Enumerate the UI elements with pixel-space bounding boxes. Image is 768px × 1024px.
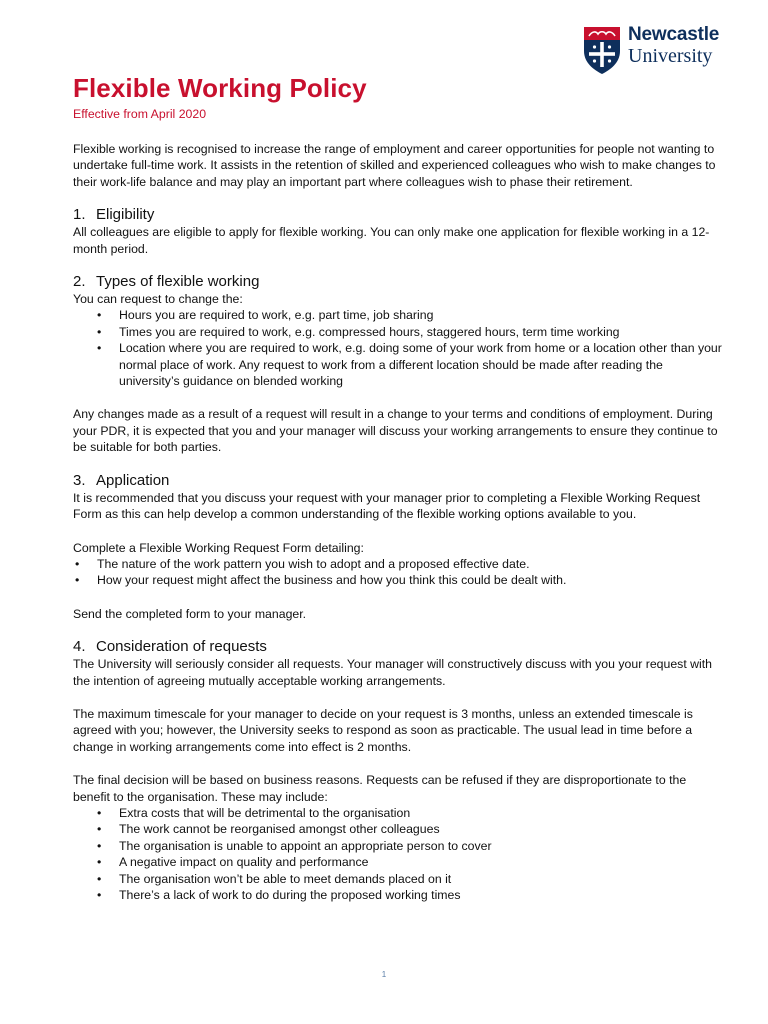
list-item: • Hours you are required to work, e.g. part time, job sharing — [73, 307, 723, 323]
university-crest-icon — [582, 25, 622, 75]
list-item: • There’s a lack of work to do during the proposed working times — [73, 887, 723, 903]
section-title: Application — [96, 471, 170, 489]
eligibility-paragraph: All colleagues are eligible to apply for flexible working. You can only make one application for flexible working in a 12-month period. — [73, 225, 710, 256]
section-heading-types — [73, 273, 723, 291]
types-bullet-list — [73, 307, 723, 389]
consideration-bullet-list — [73, 805, 723, 903]
logo-line-1: Newcastle — [628, 24, 720, 45]
list-item: • The nature of the work pattern you wish to adopt and a proposed effective date. — [73, 556, 723, 572]
list-item: • The work cannot be reorganised amongst other colleagues — [73, 821, 723, 837]
page-number: 1 — [381, 970, 387, 979]
effective-date: Effective from April 2020 — [73, 107, 207, 121]
logo-wordmark — [628, 25, 719, 66]
types-after-paragraph: Any changes made as a result of a request will result in a change to your terms and conditions of employment. During your PDR, it is expected that you and your manager will discuss your working arrangements to ensure they continue to be suitable for both parties. — [73, 407, 718, 455]
section-title: Consideration of requests — [96, 638, 267, 656]
types-lead: You can request to change the: — [73, 292, 243, 307]
section-heading-consideration — [73, 638, 723, 656]
section-heading-eligibility — [73, 206, 723, 224]
section-number: 4. — [73, 638, 86, 656]
section-number: 2. — [73, 273, 86, 291]
logo-line-2: University — [628, 45, 713, 67]
consideration-paragraph-1: The University will seriously consider all requests. Your manager will constructively discuss with you your request with the intention of agreeing mutually acceptable working arrangements. — [73, 657, 713, 688]
list-item: • The organisation won’t be able to meet demands placed on it — [73, 871, 723, 887]
list-item: • The organisation is unable to appoint an appropriate person to cover — [73, 838, 723, 854]
application-lead: Complete a Flexible Working Request Form detailing: — [73, 540, 364, 555]
section-heading-application — [73, 472, 723, 490]
application-paragraph: It is recommended that you discuss your request with your manager prior to completing a Flexible Working Request Form as this can help develop a common understanding of the flexible working options available to you. — [73, 490, 701, 522]
list-item: • Times you are required to work, e.g. compressed hours, staggered hours, term time working — [73, 324, 723, 340]
consideration-paragraph-2: The maximum timescale for your manager to decide on your request is 3 months, unless an extended timescale is agreed with you; however, the University seeks to respond as soon as practicable. The usual lead in time before a change in working arrangements come into effect is 2 months. — [73, 706, 693, 754]
list-item: • Location where you are required to work, e.g. doing some of your work from home or a location other than your normal place of work. Any request to work from a different location should be made after reading the university’s guidance on blended working — [73, 340, 723, 389]
document-body — [73, 72, 723, 903]
list-item: • A negative impact on quality and performance — [73, 854, 723, 870]
list-item: • Extra costs that will be detrimental to the organisation — [73, 805, 723, 821]
newcastle-university-logo — [582, 25, 742, 75]
section-number: 1. — [73, 206, 86, 224]
section-number: 3. — [73, 471, 86, 489]
section-title: Types of flexible working — [96, 273, 260, 291]
list-item: • How your request might affect the business and how you think this could be dealt with. — [73, 572, 723, 588]
section-title: Eligibility — [96, 206, 155, 224]
application-after-paragraph: Send the completed form to your manager. — [73, 606, 307, 621]
application-bullet-list — [73, 556, 723, 589]
consideration-lead: The final decision will be based on business reasons. Requests can be refused if they are disproportionate to the benefit to the organisation. These may include: — [73, 773, 687, 804]
document-title: Flexible Working Policy — [73, 73, 367, 103]
intro-paragraph: Flexible working is recognised to increase the range of employment and career opportunities for people not wanting to undertake full-time work. It assists in the retention of skilled and experienced colleagues who wish to make changes to their work-life balance and may play an important part where colleagues wish to phase their retirement. — [73, 142, 716, 189]
